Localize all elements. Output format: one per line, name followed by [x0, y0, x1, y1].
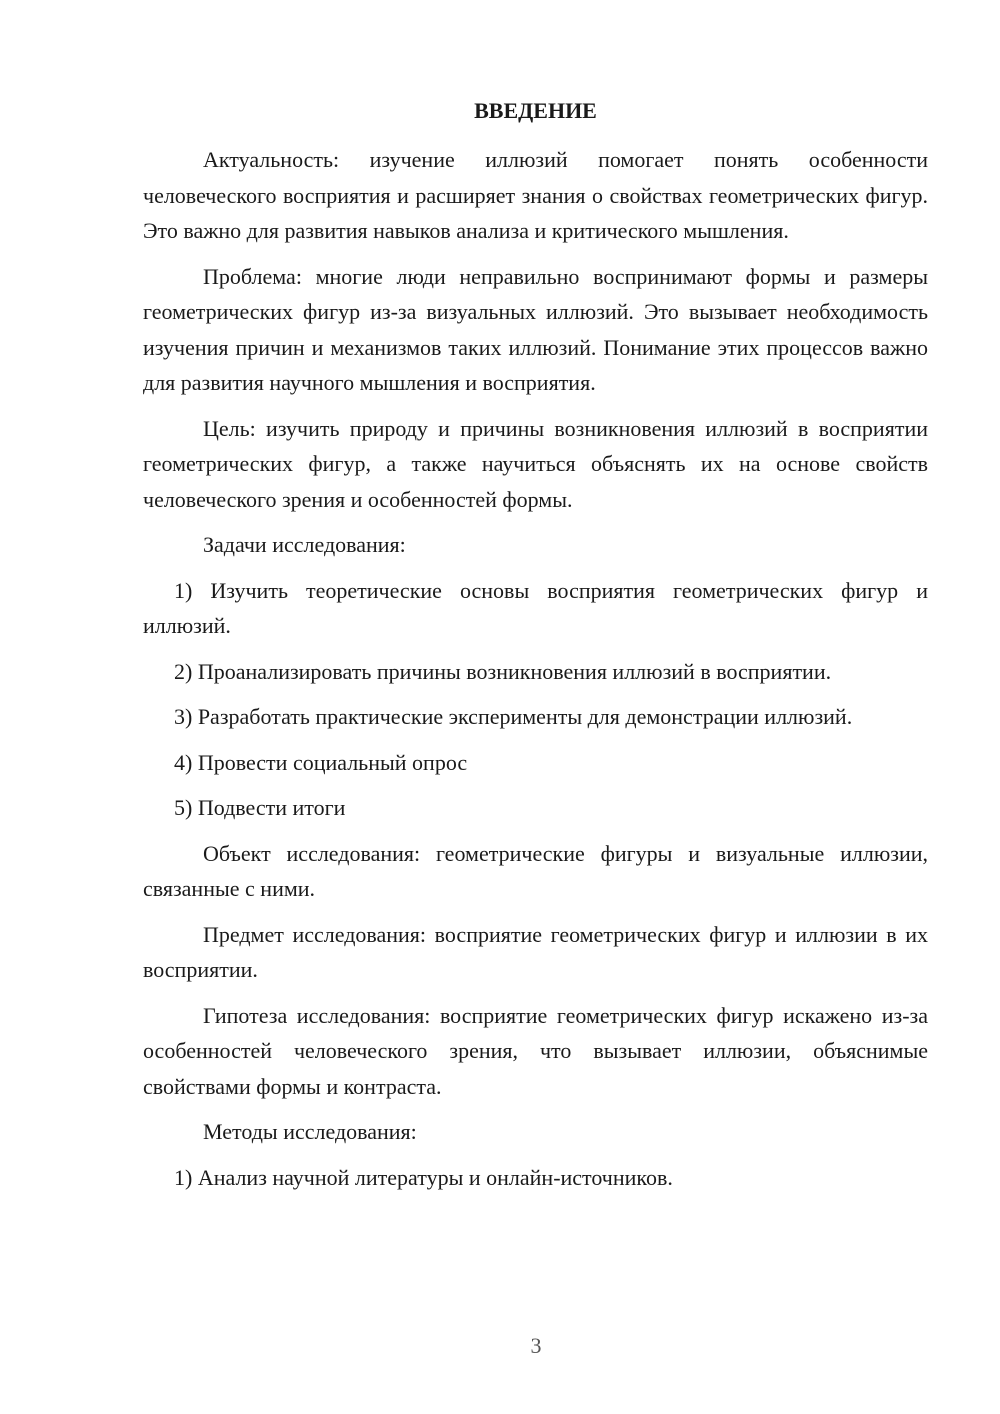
document-page	[143, 93, 928, 1205]
section-title: ВВЕДЕНИЕ	[474, 98, 597, 123]
method-item: 1) Анализ научной литературы и онлайн-источников.	[174, 1164, 673, 1190]
task-item: 2) Проанализировать причины возникновения иллюзий в восприятии.	[174, 658, 832, 684]
paragraph-problem: Проблема: многие люди неправильно воспринимают формы и размеры геометрических фигур из-за визуальных иллюзий. Это вызывает необходимость изучения причин и механизмов таких иллюзий. Понимание этих процессов важно для развития научного мышления и восприятия.	[143, 263, 928, 395]
task-item: 1) Изучить теоретические основы восприятия геометрических фигур и иллюзий.	[143, 577, 928, 638]
paragraph-hypothesis: Гипотеза исследования: восприятие геометрических фигур искажено из-за особенностей человеческого зрения, что вызывает иллюзии, объяснимые свойствами формы и контраста.	[143, 1002, 928, 1099]
paragraph-object: Объект исследования: геометрические фигуры и визуальные иллюзии, связанные с ними.	[143, 840, 928, 901]
paragraph-relevance: Актуальность: изучение иллюзий помогает понять особенности человеческого восприятия и расширяет знания о свойствах геометрических фигур. Это важно для развития навыков анализа и критического мышления.	[143, 147, 928, 243]
paragraph-goal: Цель: изучить природу и причины возникновения иллюзий в восприятии геометрических фигур, а также научиться объяснять их на основе свойств человеческого зрения и особенностей формы.	[143, 415, 928, 512]
task-item: 4) Провести социальный опрос	[174, 749, 468, 775]
methods-heading: Методы исследования:	[203, 1119, 417, 1144]
task-item: 5) Подвести итоги	[174, 795, 346, 820]
task-item: 3) Разработать практические эксперименты для демонстрации иллюзий.	[174, 704, 853, 729]
tasks-heading: Задачи исследования:	[203, 532, 406, 557]
page-number: 3	[530, 1333, 542, 1358]
paragraph-subject: Предмет исследования: восприятие геометрических фигур и иллюзии в их восприятии.	[143, 921, 928, 982]
